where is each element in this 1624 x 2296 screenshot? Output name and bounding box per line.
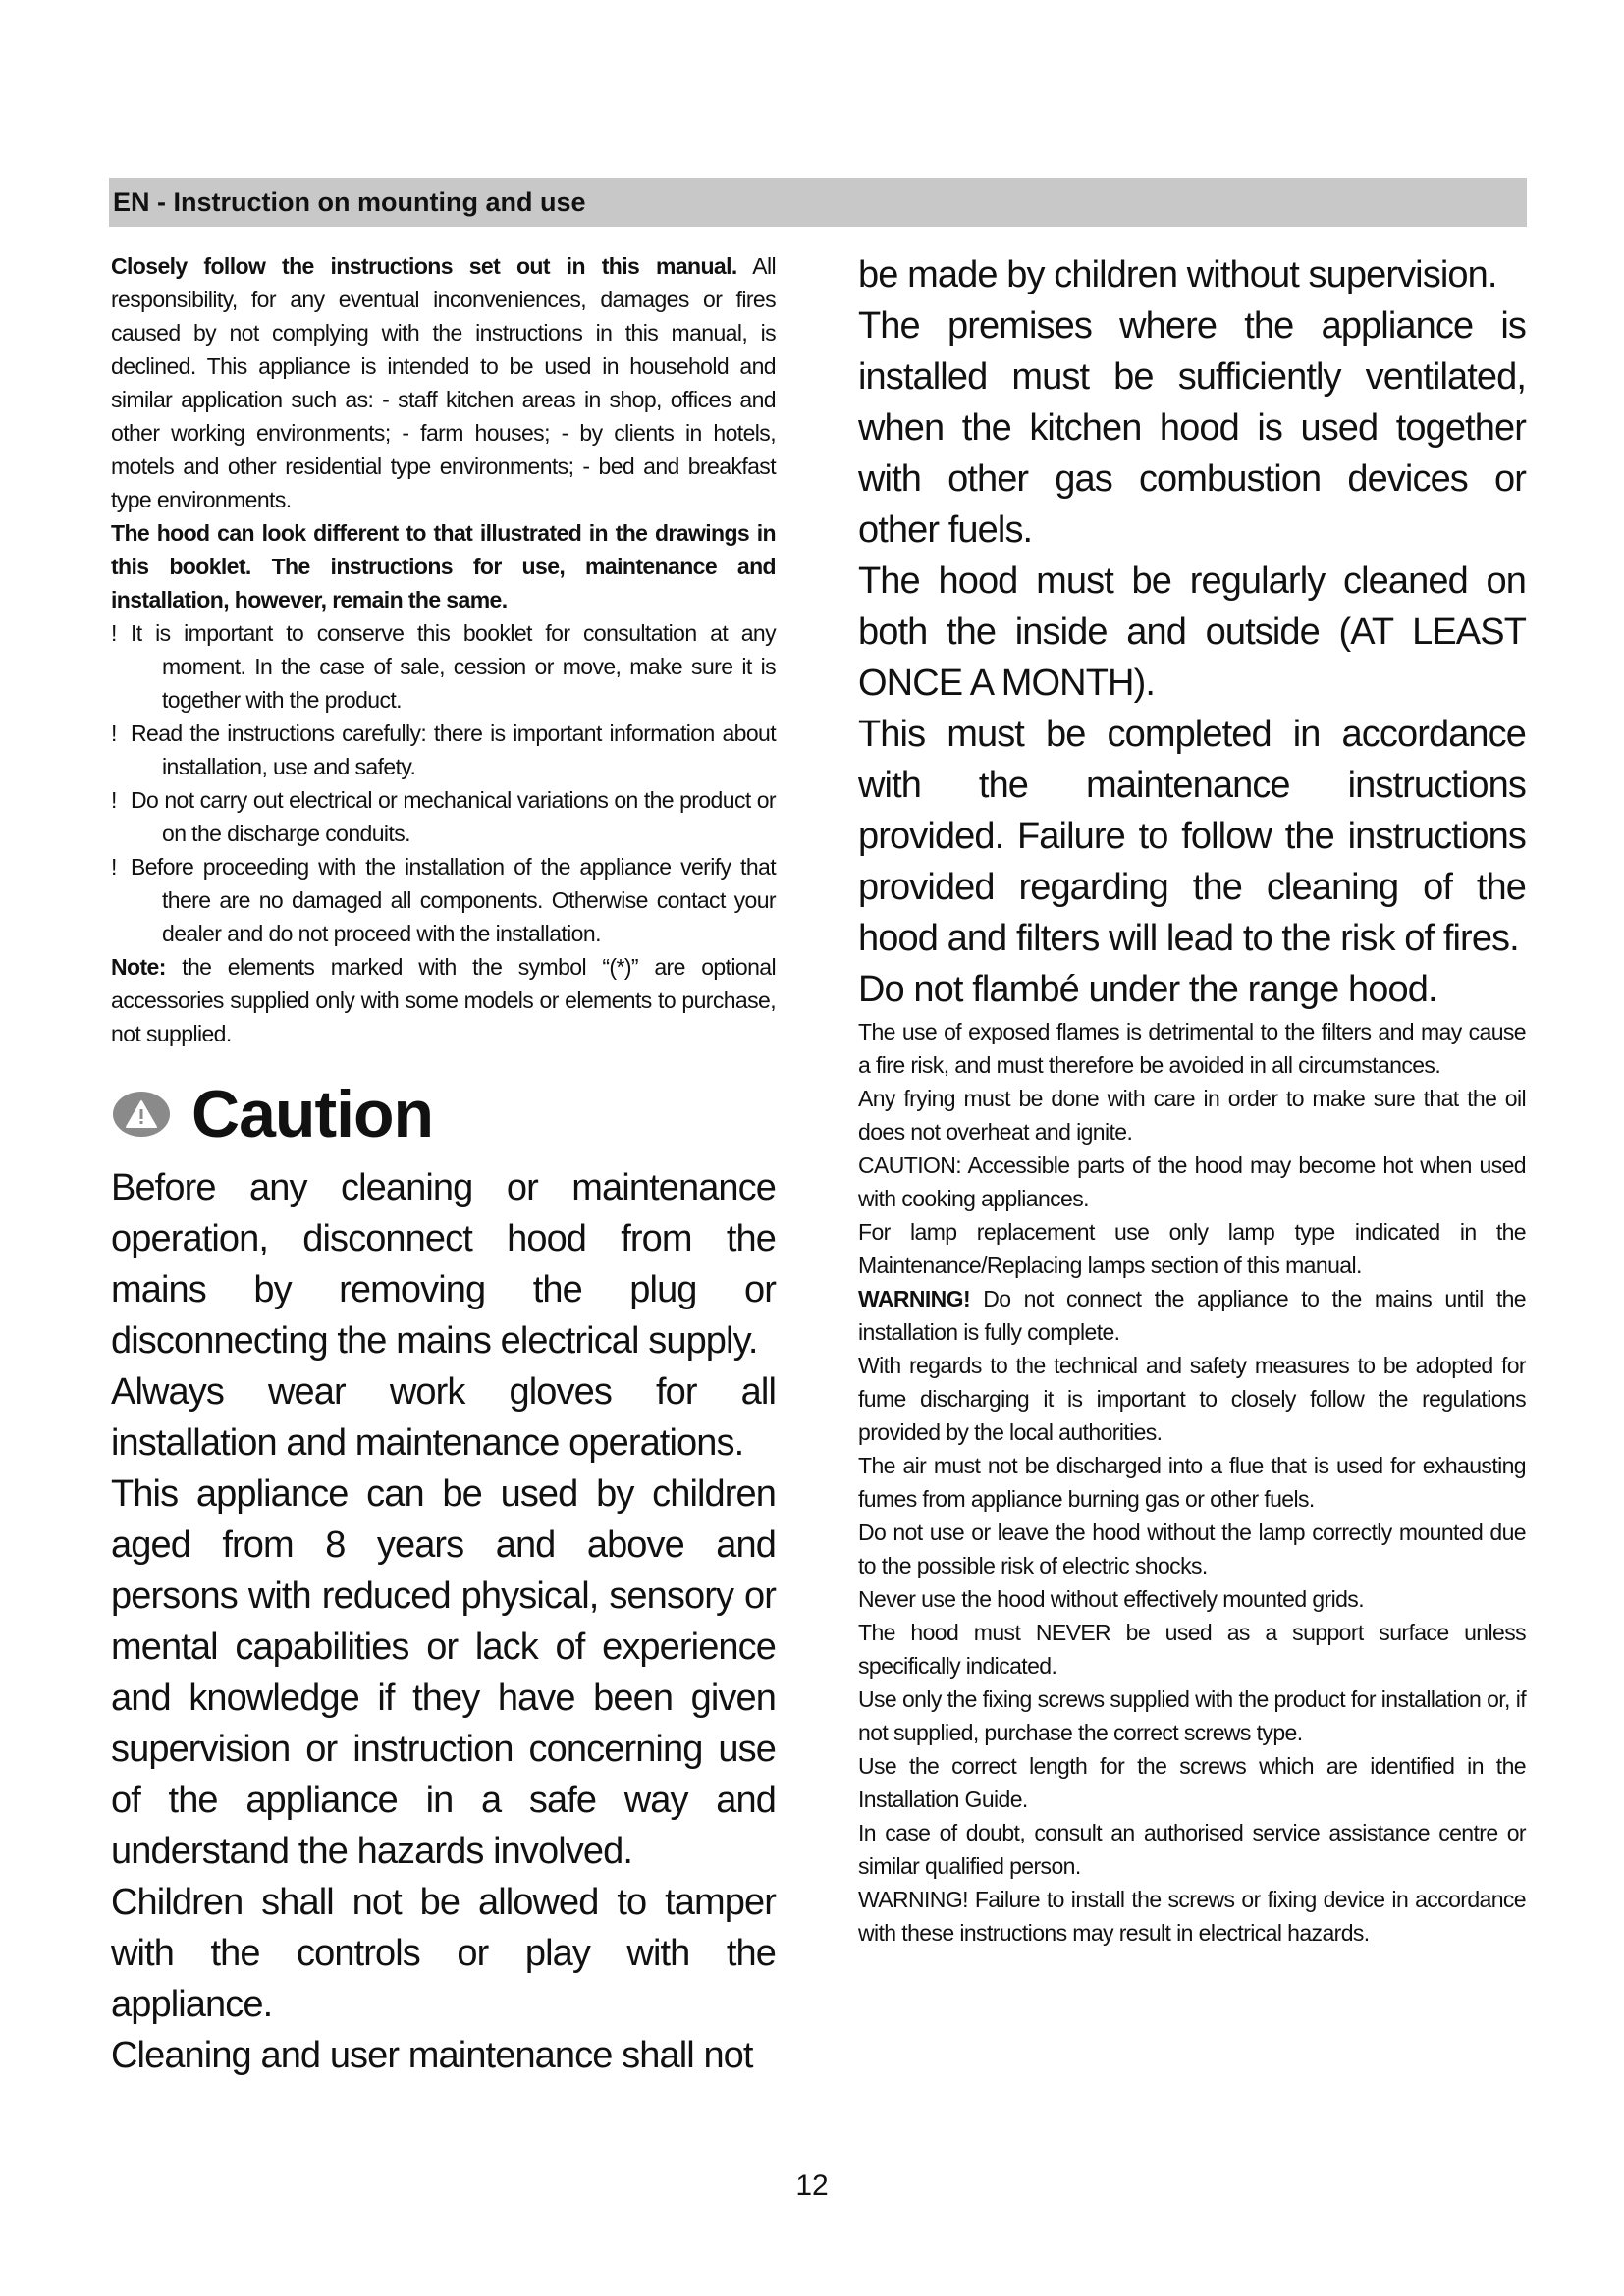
- section-header: [109, 178, 1527, 227]
- safety-text: The hood must NEVER be used as a support surface unless specifically indicated.: [858, 1620, 1526, 1679]
- safety-paragraph: [858, 1582, 1526, 1616]
- bullet-item: [111, 783, 776, 850]
- safety-text: The air must not be discharged into a flue that is used for exhausting fumes from appliance burning gas or other fuels.: [858, 1453, 1526, 1512]
- safety-text: For lamp replacement use only lamp type indicated in the Maintenance/Replacing lamps section of this manual.: [858, 1219, 1526, 1278]
- exclamation-mark: !: [111, 787, 117, 813]
- hood-note-paragraph: [111, 516, 776, 616]
- bullet-text: Do not carry out electrical or mechanical variations on the product or on the discharge conduits.: [131, 787, 776, 846]
- safety-text: Any frying must be done with care in order to make sure that the oil does not overheat and ignite.: [858, 1086, 1526, 1145]
- note-label: Note:: [111, 954, 166, 980]
- safety-paragraph: [858, 1883, 1526, 1949]
- flambe-heading: Do not flambé under the range hood.: [858, 969, 1437, 1010]
- bullet-text: Read the instructions carefully: there is important information about installation, use and safety.: [131, 721, 776, 779]
- safety-text: Never use the hood without effectively mounted grids.: [858, 1586, 1364, 1612]
- safety-text: The use of exposed flames is detrimental to the filters and may cause a fire risk, and must therefore be avoided in all circumstances.: [858, 1019, 1526, 1078]
- hood-note-bold-text: The hood can look different to that illustrated in the drawings in this booklet. The instructions for use, maintenance and installation, however, remain the same.: [111, 520, 776, 613]
- bullet-text: It is important to conserve this booklet for consultation at any moment. In the case of sale, cession or move, make sure it is together with the product.: [131, 620, 776, 713]
- safety-paragraph: [858, 1816, 1526, 1883]
- safety-paragraph: [858, 1282, 1526, 1349]
- exclamation-mark: !: [111, 721, 117, 746]
- safety-paragraph: [858, 1749, 1526, 1816]
- exclamation-mark: !: [111, 620, 117, 646]
- safety-bold-label: WARNING!: [858, 1286, 971, 1311]
- caution-title: Caution: [191, 1077, 434, 1151]
- bullet-item: [111, 850, 776, 950]
- safety-text: With regards to the technical and safety measures to be adopted for fume discharging it is important to closely follow the regulations provided by the local authorities.: [858, 1353, 1526, 1445]
- section-title: EN - Instruction on mounting and use: [113, 187, 586, 217]
- safety-text: Do not use or leave the hood without the lamp correctly mounted due to the possible risk of electric shocks.: [858, 1520, 1526, 1578]
- safety-text: Do not connect the appliance to the mains until the installation is fully complete.: [858, 1286, 1526, 1345]
- caution-heading: [111, 1077, 776, 1151]
- safety-text: Use the correct length for the screws which are identified in the Installation Guide.: [858, 1753, 1526, 1812]
- note-paragraph: [111, 950, 776, 1050]
- bullet-item: [111, 717, 776, 783]
- intro-bold-text: Closely follow the instructions set out in this manual.: [111, 253, 737, 279]
- warning-triangle-icon: [113, 1092, 170, 1137]
- caution-paragraph: The premises where the appliance is installed must be sufficiently ventilated, when the kitchen hood is used together with other gas combustion devices or other fuels.: [858, 305, 1526, 551]
- safety-paragraph: [858, 1082, 1526, 1148]
- safety-paragraph: [858, 1015, 1526, 1082]
- safety-paragraph: [858, 1682, 1526, 1749]
- safety-paragraph: [858, 1148, 1526, 1215]
- safety-paragraph: [858, 1449, 1526, 1516]
- caution-paragraph: Always wear work gloves for all installation and maintenance operations.: [111, 1371, 776, 1464]
- safety-paragraph: [858, 1215, 1526, 1282]
- caution-paragraph: Children shall not be allowed to tamper with the controls or play with the appliance.: [111, 1882, 776, 2025]
- caution-paragraph: This appliance can be used by children aged from 8 years and above and persons with reduced physical, sensory or mental capabilities or lack of experience and knowledge if they have been given supervision or instruction concerning use of the appliance in a safe way and understand the hazards involved.: [111, 1473, 776, 1872]
- safety-text: In case of doubt, consult an authorised service assistance centre or similar qualified person.: [858, 1820, 1526, 1879]
- caution-paragraph: Before any cleaning or maintenance operation, disconnect hood from the mains by removing the plug or disconnecting the mains electrical supply.: [111, 1167, 776, 1362]
- caution-paragraph: Cleaning and user maintenance shall not: [111, 2035, 753, 2076]
- left-column: [111, 249, 776, 2081]
- safety-paragraph: [858, 1616, 1526, 1682]
- caution-paragraph: This must be completed in accordance with the maintenance instructions provided. Failure to follow the instructions provided regarding the cleaning of the hood and filters will lead to the risk of fires.: [858, 714, 1526, 959]
- note-text: the elements marked with the symbol “(*)” are optional accessories supplied only with some models or elements to purchase, not supplied.: [111, 954, 776, 1046]
- caution-paragraph: The hood must be regularly cleaned on both the inside and outside (AT LEAST ONCE A MONTH).: [858, 561, 1526, 704]
- safety-paragraph: [858, 1349, 1526, 1449]
- exclamation-mark: !: [111, 854, 117, 880]
- bullet-text: Before proceeding with the installation of the appliance verify that there are no damaged all components. Otherwise contact your dealer and do not proceed with the installation.: [131, 854, 776, 946]
- safety-paragraph: [858, 1516, 1526, 1582]
- intro-text: All responsibility, for any eventual inconveniences, damages or fires caused by not complying with the instructions in this manual, is declined. This appliance is intended to be used in household and similar application such as: - staff kitchen areas in shop, offices and other working environments; - farm houses; - by clients in hotels, motels and other residential type environments; - bed and breakfast type environments.: [111, 253, 776, 512]
- safety-text: Use only the fixing screws supplied with the product for installation or, if not supplied, purchase the correct screws type.: [858, 1686, 1526, 1745]
- intro-paragraph: [111, 249, 776, 516]
- safety-text: WARNING! Failure to install the screws or fixing device in accordance with these instructions may result in electrical hazards.: [858, 1887, 1526, 1946]
- page-number: 12: [795, 2169, 829, 2202]
- safety-text: CAUTION: Accessible parts of the hood may become hot when used with cooking appliances.: [858, 1152, 1526, 1211]
- bullet-item: [111, 616, 776, 717]
- caution-paragraph: be made by children without supervision.: [858, 254, 1497, 295]
- right-column: [858, 249, 1526, 1949]
